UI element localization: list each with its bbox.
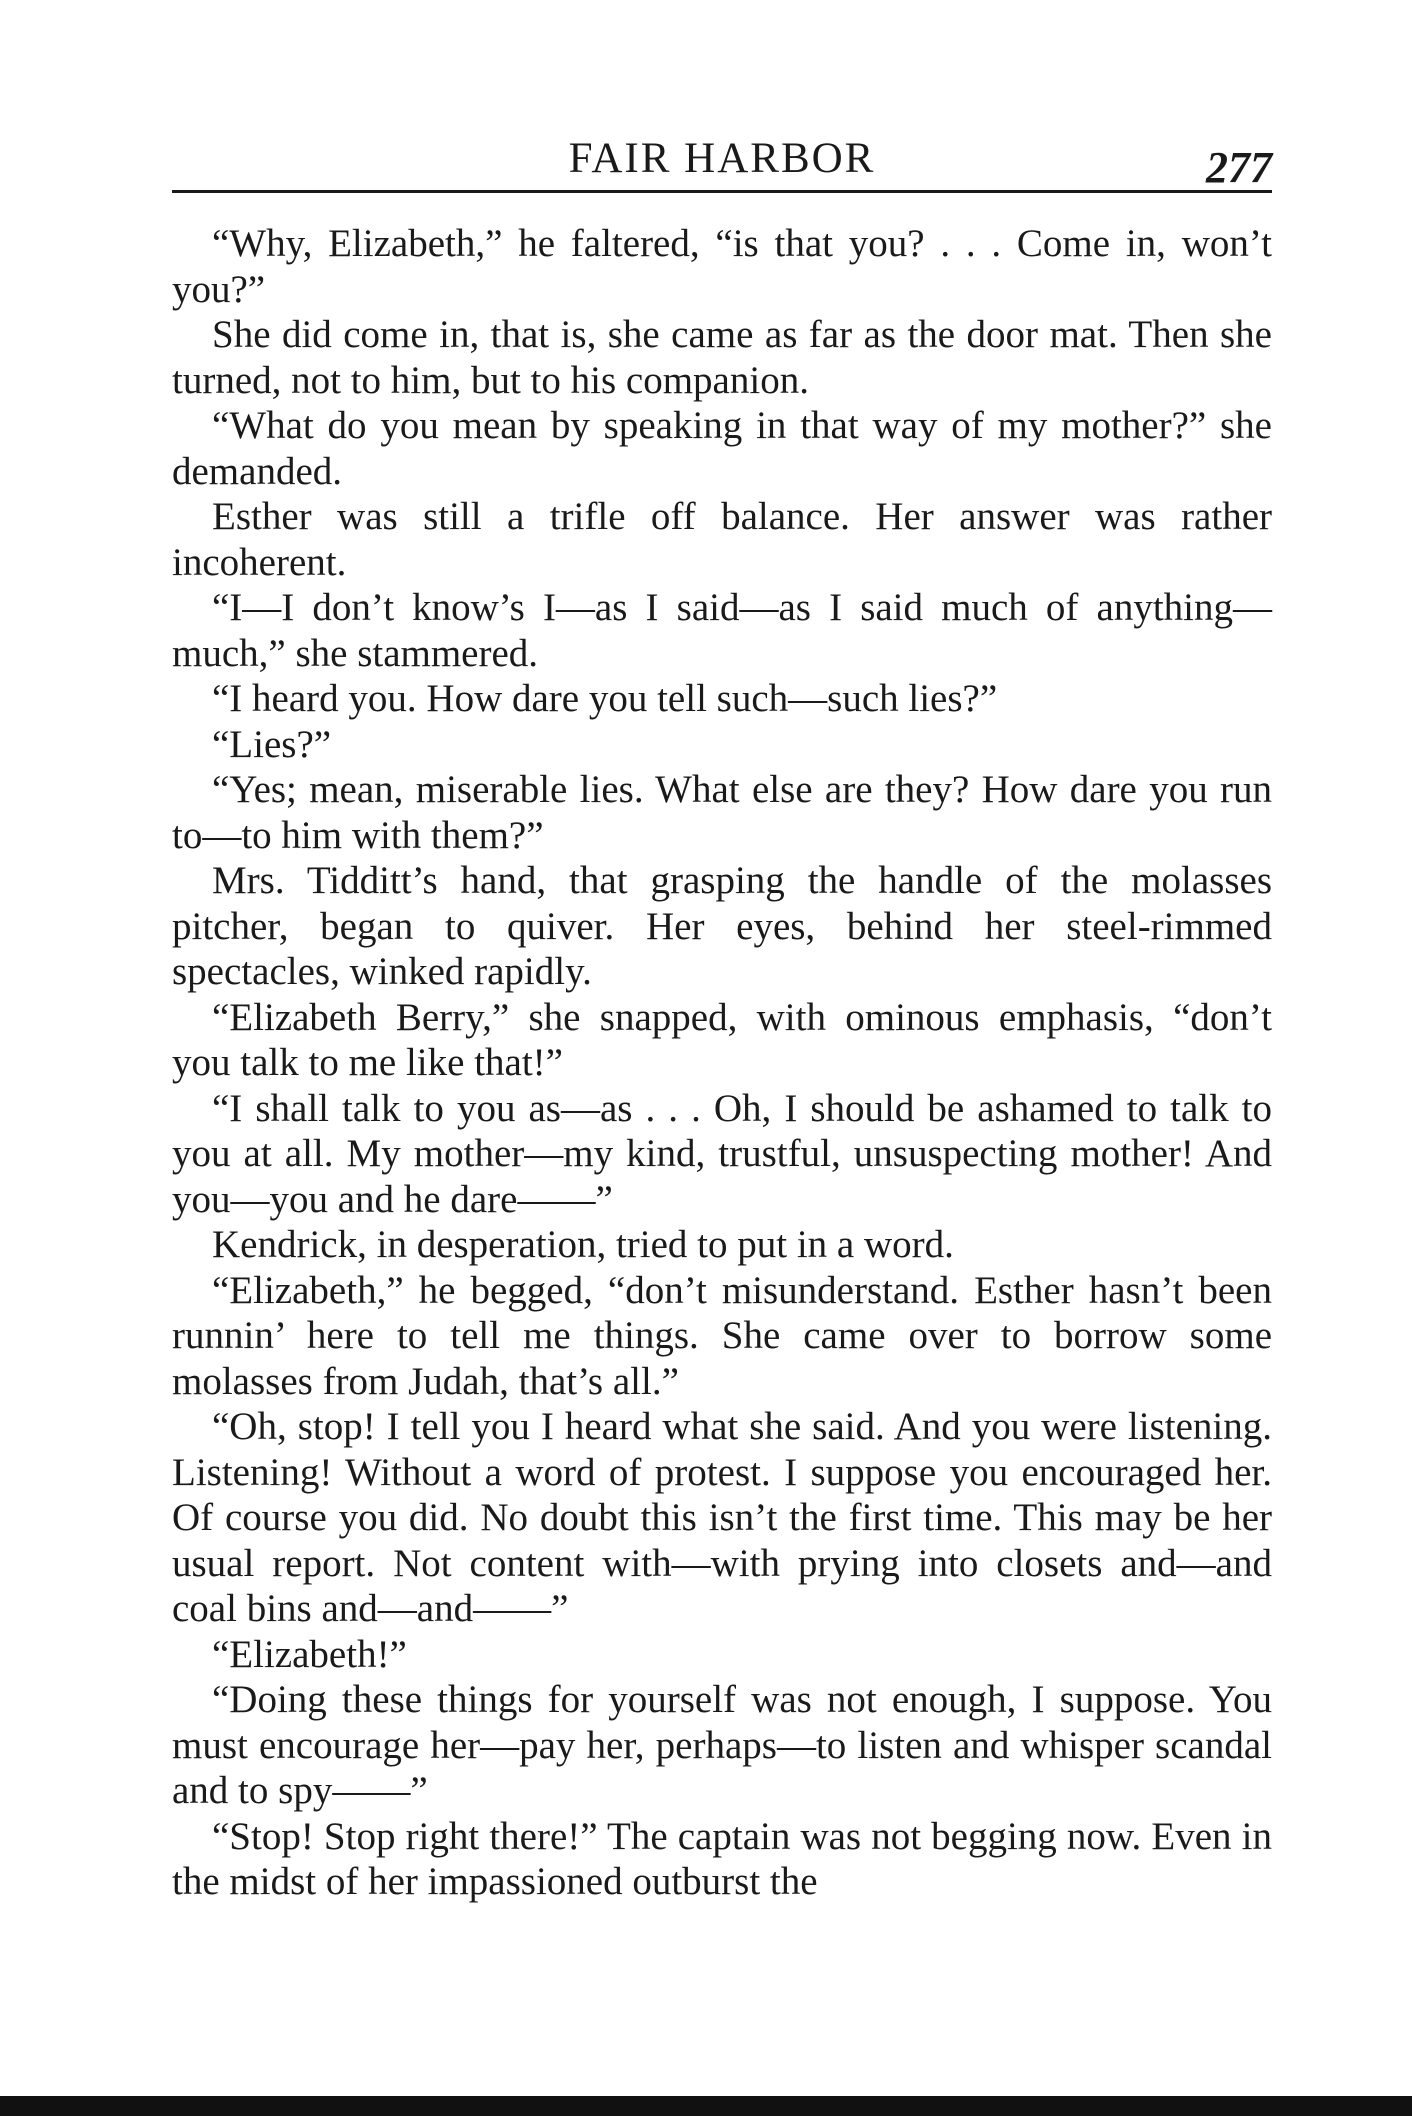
paragraph: “I shall talk to you as—as . . . Oh, I should be ashamed to talk to you at all. My mother—my kind, trustful, unsuspecting mother! And you—you and he dare——” xyxy=(172,1086,1272,1221)
paragraph: “Yes; mean, miserable lies. What else are they? How dare you run to—to him with them?” xyxy=(172,768,1272,857)
paragraph: “I heard you. How dare you tell such—such lies?” xyxy=(212,677,998,720)
paragraph: “Doing these things for yourself was not enough, I suppose. You must encourage her—pay her, perhaps—to listen and whisper scandal and to spy——” xyxy=(172,1678,1272,1812)
running-title: FAIR HARBOR xyxy=(568,135,876,182)
paragraph: Esther was still a trifle off balance. Her answer was rather incoherent. xyxy=(172,495,1272,584)
bottom-scan-edge xyxy=(0,2096,1412,2116)
paragraph: “Elizabeth!” xyxy=(212,1632,407,1676)
running-head xyxy=(172,128,1272,193)
paragraph: “Elizabeth,” he begged, “don’t misunderstand. Esther hasn’t been runnin’ here to tell me things. She came over to borrow some molasses from Judah, that’s all.” xyxy=(172,1268,1272,1403)
book-page xyxy=(172,128,1272,1905)
paragraph: “Elizabeth Berry,” she snapped, with ominous emphasis, “don’t you talk to me like that!” xyxy=(172,995,1272,1084)
body-text xyxy=(172,221,1272,1905)
paragraph: “Oh, stop! I tell you I heard what she said. And you were listening. Listening! Without a word of protest. I suppose you encouraged her. Of course you did. No doubt this isn’t the first time. This may be her usual report. Not content with—with prying into closets and—and coal bins and—and——” xyxy=(172,1405,1272,1630)
paragraph: “Lies?” xyxy=(212,722,332,766)
paragraph: Kendrick, in desperation, tried to put in a word. xyxy=(212,1223,954,1266)
paragraph: “What do you mean by speaking in that way of my mother?” she demanded. xyxy=(172,404,1272,493)
paragraph: Mrs. Tidditt’s hand, that grasping the handle of the molasses pitcher, began to quiver. Her eyes, behind her steel-rimmed spectacles, winked rapidly. xyxy=(172,859,1272,993)
page-number: 277 xyxy=(1206,143,1272,192)
paragraph: She did come in, that is, she came as far as the door mat. Then she turned, not to him, but to his companion. xyxy=(172,313,1272,402)
paragraph: “Why, Elizabeth,” he faltered, “is that you? . . . Come in, won’t you?” xyxy=(172,222,1272,311)
paragraph: “I—I don’t know’s I—as I said—as I said much of anything—much,” she stammered. xyxy=(172,586,1272,675)
paragraph: “Stop! Stop right there!” The captain was not begging now. Even in the midst of her impassioned outburst the xyxy=(172,1814,1272,1903)
